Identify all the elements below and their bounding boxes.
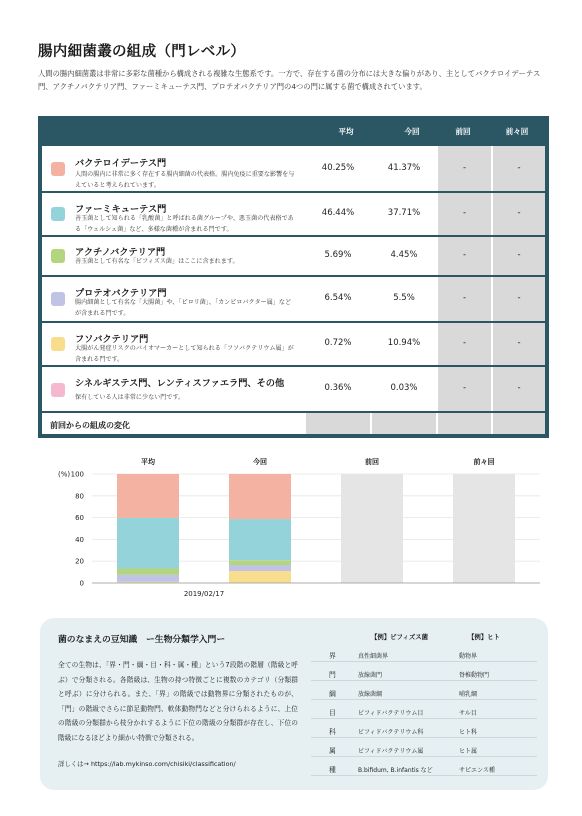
classification-row bbox=[311, 760, 537, 776]
header-average: 平均 bbox=[338, 127, 354, 136]
color-swatch bbox=[51, 249, 65, 263]
previous-cell bbox=[438, 367, 491, 411]
classification-row bbox=[311, 665, 537, 681]
example-bifidobacterium: 放線菌門 bbox=[358, 671, 383, 679]
composition-chart bbox=[0, 450, 582, 605]
rank-label: 門 bbox=[329, 671, 336, 679]
previous-value: - bbox=[462, 293, 467, 303]
rank-label: 綱 bbox=[329, 690, 336, 698]
bar-segment bbox=[229, 571, 291, 583]
example-bifidobacterium: 真性細菌界 bbox=[358, 652, 389, 660]
previous-cell bbox=[438, 237, 491, 275]
y-axis-label: (%) bbox=[58, 470, 71, 479]
footer-cell bbox=[306, 413, 370, 434]
bar-segment bbox=[229, 560, 291, 565]
table-header bbox=[38, 116, 549, 146]
phylum-name: プロテオバクテリア門 bbox=[75, 288, 167, 299]
example-bifidobacterium: ビフィドバクテリウム目 bbox=[358, 709, 424, 717]
average-value: 0.36% bbox=[324, 383, 352, 393]
previous-cell bbox=[438, 146, 491, 191]
average-value: 6.54% bbox=[324, 293, 352, 303]
info-link[interactable]: 詳しくは→ https://lab.mykinso.com/chisiki/classification/ bbox=[58, 760, 236, 768]
table-row bbox=[42, 193, 545, 235]
classification-row bbox=[311, 703, 537, 719]
classification-row bbox=[311, 722, 537, 738]
page-title: 腸内細菌叢の組成（門レベル） bbox=[38, 44, 246, 60]
phylum-description: 大腸がん発症リスクのバイオマーカーとして知られる「フソバクテリウム属」が含まれる門です。 bbox=[75, 345, 294, 363]
average-value: 40.25% bbox=[321, 162, 355, 173]
phylum-name: アクチノバクテリア門 bbox=[75, 247, 166, 258]
current-cell bbox=[372, 323, 436, 365]
example-human: 脊椎動物門 bbox=[459, 671, 490, 679]
classification-header-a: 【例】ビフィズス菌 bbox=[371, 633, 429, 641]
phylum-name: バクテロイデーテス門 bbox=[75, 158, 167, 169]
before-previous-cell bbox=[493, 193, 545, 235]
average-cell bbox=[306, 146, 370, 191]
bar-segment bbox=[229, 565, 291, 571]
previous-value: - bbox=[462, 338, 467, 348]
category-label: 前回 bbox=[365, 458, 379, 466]
current-value: 10.94% bbox=[387, 338, 421, 348]
color-swatch bbox=[51, 337, 65, 351]
color-swatch bbox=[51, 207, 65, 221]
stacked-bar-chart bbox=[0, 450, 582, 605]
previous-cell bbox=[438, 277, 491, 321]
before-previous-value: - bbox=[517, 293, 521, 303]
previous-value: - bbox=[462, 383, 467, 393]
current-value: 5.5% bbox=[393, 293, 415, 303]
previous-cell bbox=[438, 323, 491, 365]
phylum-name: フソバクテリア門 bbox=[75, 334, 149, 345]
phylum-name: ファーミキューテス門 bbox=[75, 204, 167, 215]
before-previous-value: - bbox=[517, 250, 521, 260]
color-swatch bbox=[51, 383, 65, 397]
current-cell bbox=[372, 146, 436, 191]
color-swatch bbox=[51, 162, 65, 176]
y-tick-label: 100 bbox=[70, 470, 84, 479]
phylum-name: シネルギステス門、レンティスファエラ門、その他 bbox=[75, 378, 285, 389]
before-previous-cell bbox=[493, 367, 545, 411]
before-previous-cell bbox=[493, 323, 545, 365]
before-previous-value: - bbox=[517, 338, 521, 348]
phylum-description: 腸内細菌として有名な「大腸菌」や、「ピロリ菌」、「カンピロバクター属」などが含まれる門です。 bbox=[75, 299, 292, 317]
average-value: 0.72% bbox=[324, 338, 352, 348]
y-tick-label: 80 bbox=[75, 492, 84, 501]
bar-segment bbox=[117, 474, 179, 518]
example-human: 哺乳綱 bbox=[459, 690, 478, 698]
example-bifidobacterium: 放線菌綱 bbox=[358, 690, 383, 698]
info-title: 菌のなまえの豆知識 ー生物分類学入門ー bbox=[58, 635, 226, 645]
current-cell bbox=[372, 367, 436, 411]
composition-table bbox=[38, 116, 549, 438]
average-cell bbox=[306, 193, 370, 235]
bar-segment bbox=[117, 568, 179, 574]
rank-label: 目 bbox=[329, 709, 336, 717]
example-human: サル目 bbox=[459, 709, 477, 717]
category-label: 平均 bbox=[141, 458, 155, 466]
example-human: 動物界 bbox=[459, 652, 478, 660]
example-bifidobacterium: ビフィドバクテリウム属 bbox=[358, 747, 424, 755]
rank-label: 科 bbox=[329, 728, 336, 736]
classification-row bbox=[311, 646, 537, 662]
current-value: 4.45% bbox=[390, 250, 418, 260]
before-previous-value: - bbox=[517, 208, 521, 218]
previous-cell bbox=[438, 193, 491, 235]
intro-text: 人間の腸内細菌叢は非常に多彩な菌種から構成される複雑な生態系です。一方で、存在する菌の分布には大きな偏りがあり、主としてバクテロイデーテス門、アクチノバクテリア門、ファーミキューテス門、プロテオバクテリア門の4つの門に属する菌で構成されています。 bbox=[38, 69, 541, 91]
header-previous: 前回 bbox=[455, 127, 471, 136]
before-previous-cell bbox=[493, 146, 545, 191]
previous-value: - bbox=[462, 208, 467, 218]
current-value: 37.71% bbox=[387, 208, 421, 218]
category-label: 今回 bbox=[253, 458, 267, 466]
rank-label: 属 bbox=[329, 747, 336, 755]
average-cell bbox=[306, 237, 370, 275]
phylum-cell bbox=[42, 237, 304, 275]
current-value: 0.03% bbox=[390, 383, 418, 393]
average-cell bbox=[306, 367, 370, 411]
phylum-cell bbox=[42, 367, 304, 411]
rank-label: 界 bbox=[329, 652, 336, 660]
previous-value: - bbox=[462, 250, 467, 260]
bar-segment bbox=[229, 519, 291, 560]
header-current: 今回 bbox=[404, 127, 420, 136]
footer-cell bbox=[438, 413, 491, 434]
phylum-cell bbox=[42, 146, 304, 191]
before-previous-value: - bbox=[517, 162, 521, 173]
y-tick-label: 20 bbox=[75, 557, 84, 566]
info-box bbox=[40, 618, 548, 790]
table-row bbox=[42, 323, 545, 365]
current-cell bbox=[372, 193, 436, 235]
phylum-description: 善玉菌として有名な「ビフィズス菌」はここに含まれます。 bbox=[75, 258, 239, 265]
before-previous-value: - bbox=[517, 383, 521, 393]
footer-cell bbox=[372, 413, 436, 434]
bar-segment bbox=[229, 474, 291, 519]
phylum-cell bbox=[42, 193, 304, 235]
example-bifidobacterium: ビフィドバクテリウム科 bbox=[358, 728, 424, 736]
phylum-description: 善玉菌として知られる「乳酸菌」と呼ばれる菌グループや、悪玉菌の代表格である「ウェルシュ菌」など、多様な菌種が含まれる門です。 bbox=[75, 215, 294, 233]
average-value: 5.69% bbox=[324, 250, 352, 260]
bar-segment bbox=[117, 582, 179, 583]
average-value: 46.44% bbox=[321, 208, 355, 218]
average-cell bbox=[306, 323, 370, 365]
before-previous-cell bbox=[493, 277, 545, 321]
phylum-description: 人間の腸内に非常に多く存在する腸内細菌の代表格。腸内免疫に重要な影響を与えていると考えられています。 bbox=[75, 171, 295, 189]
color-swatch bbox=[51, 292, 65, 306]
classification-row bbox=[311, 684, 537, 700]
example-bifidobacterium: B.bifidum, B.infantis など bbox=[358, 766, 433, 774]
average-cell bbox=[306, 277, 370, 321]
before-previous-cell bbox=[493, 237, 545, 275]
table-row bbox=[42, 277, 545, 321]
header-before-previous: 前々回 bbox=[505, 127, 529, 136]
empty-bar bbox=[341, 474, 403, 583]
example-human: ヒト属 bbox=[459, 747, 478, 755]
current-value: 41.37% bbox=[387, 162, 421, 173]
table-footer-row bbox=[42, 413, 545, 434]
table-row bbox=[42, 146, 545, 191]
y-tick-label: 0 bbox=[79, 579, 84, 588]
previous-value: - bbox=[462, 162, 467, 173]
phylum-cell bbox=[42, 277, 304, 321]
example-human: サピエンス種 bbox=[459, 766, 495, 774]
empty-bar bbox=[453, 474, 515, 583]
bar-segment bbox=[117, 575, 179, 582]
current-cell bbox=[372, 237, 436, 275]
table-row bbox=[42, 367, 545, 411]
table-row bbox=[42, 237, 545, 275]
date-label: 2019/02/17 bbox=[183, 590, 225, 598]
example-human: ヒト科 bbox=[459, 728, 478, 736]
classification-header-b: 【例】ヒト bbox=[468, 633, 500, 641]
y-tick-label: 40 bbox=[75, 535, 84, 544]
current-cell bbox=[372, 277, 436, 321]
category-label: 前々回 bbox=[473, 458, 495, 466]
rank-label: 種 bbox=[329, 766, 336, 774]
phylum-cell bbox=[42, 323, 304, 365]
info-body: 全ての生物は、「界・門・綱・目・科・属・種」という7段階の階層（階級と呼ぶ）で分類される。各階級は、生物の持つ特徴ごとに複数のカテゴリ（分類群と呼ぶ）に分けられる。また、「界」の階級では動物界に分類されたものが、「門」の階級でさらに節足動物門、軟体動物門などと分けられるように、上位の階級の分類群から枝分かれするように下位の階級の分類群が存在し、下位の階級になるほどより細かい特徴で分類される。 bbox=[58, 661, 298, 742]
footer-label: 前回からの組成の変化 bbox=[50, 421, 130, 430]
y-tick-label: 60 bbox=[75, 514, 84, 523]
bar-segment bbox=[117, 518, 179, 569]
classification-row bbox=[311, 741, 537, 757]
phylum-description: 保有している人は非常に少ない門です。 bbox=[75, 394, 185, 401]
footer-cell bbox=[493, 413, 545, 434]
